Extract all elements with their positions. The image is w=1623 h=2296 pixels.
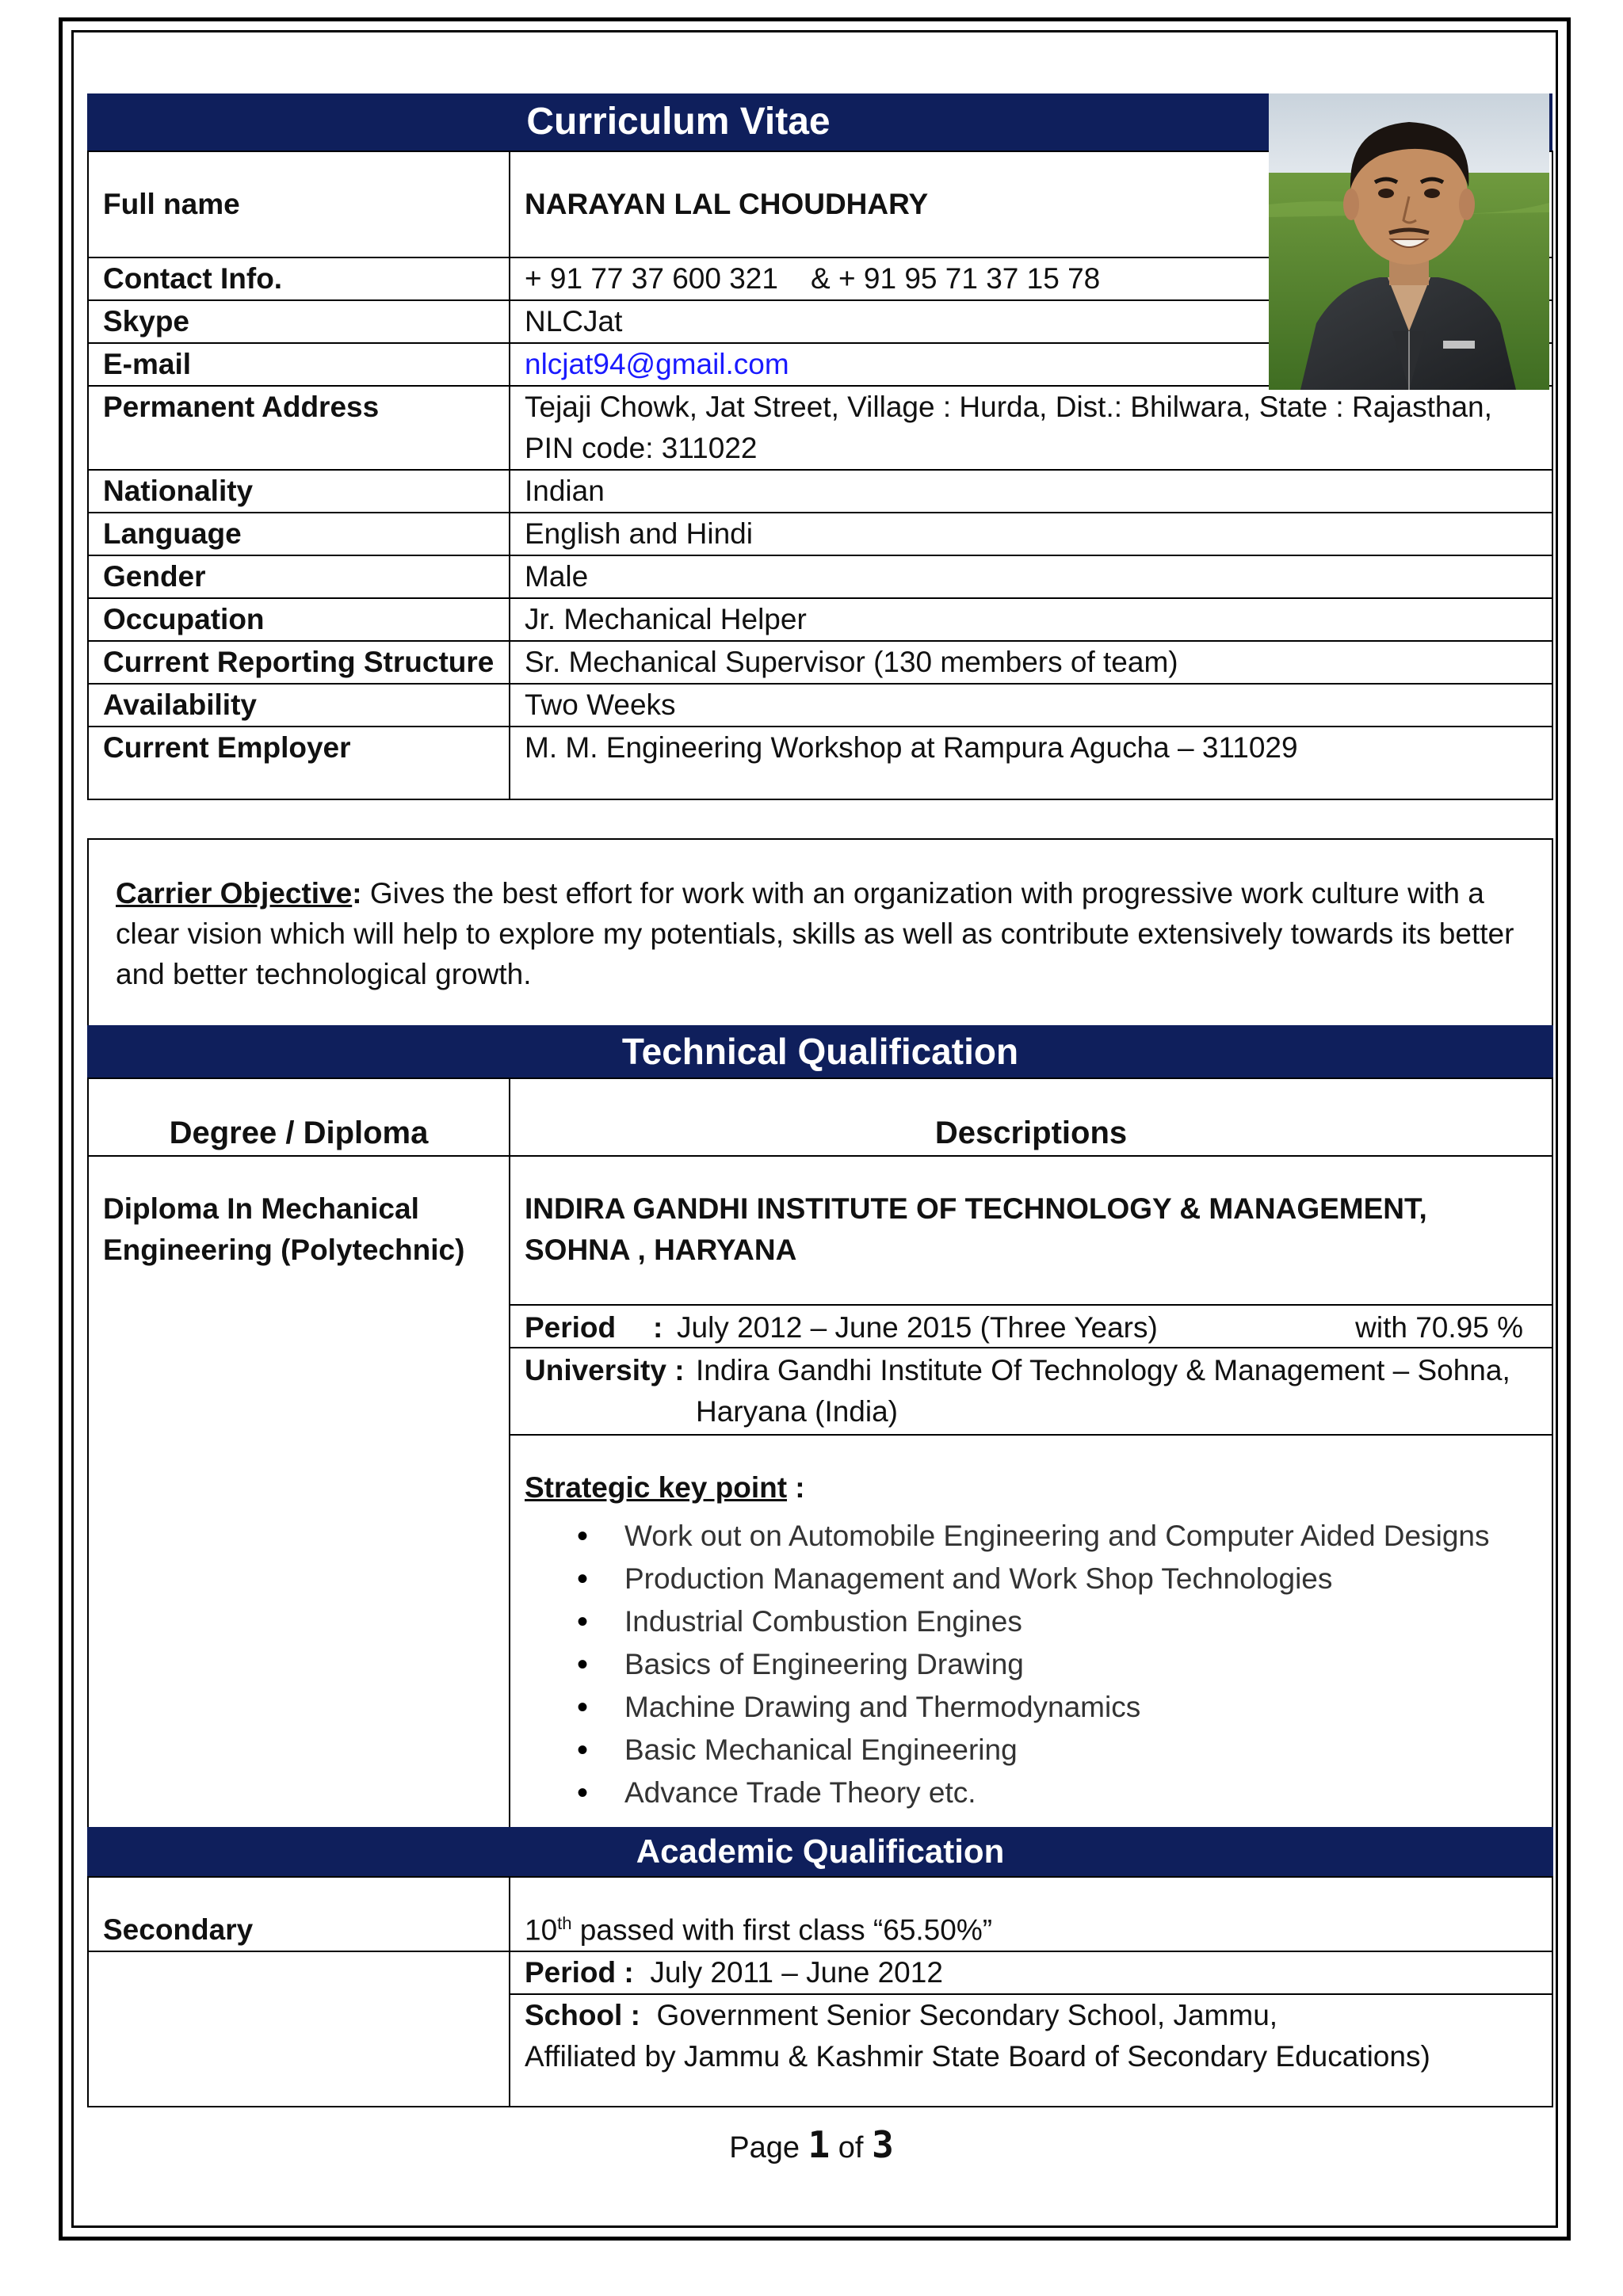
academic-period-label: Period : <box>525 1956 634 1989</box>
key-point-item: • Advance Trade Theory etc. <box>624 1772 1537 1814</box>
skype-label: Skype <box>88 300 510 343</box>
cv-title: Curriculum Vitae <box>526 101 831 143</box>
academic-period-row <box>88 1951 1552 1994</box>
academic-result <box>510 1877 1552 1951</box>
cv-title-bar <box>87 93 1270 151</box>
period-colon: : <box>653 1311 663 1344</box>
university-label: University : <box>525 1354 685 1386</box>
academic-result-row <box>88 1877 1552 1951</box>
email-label: E-mail <box>88 343 510 386</box>
objective-label: Carrier Objective <box>116 877 353 910</box>
nationality-value: Indian <box>510 470 1552 513</box>
descriptions-header: Descriptions <box>510 1078 1552 1156</box>
academic-level: Secondary <box>88 1877 510 1951</box>
page-word: Page <box>729 2131 800 2164</box>
objective-colon: : <box>352 877 362 910</box>
page-number: 1 <box>808 2123 831 2166</box>
key-point-item: • Machine Drawing and Thermodynamics <box>624 1686 1537 1729</box>
school-value: Government Senior Secondary School, Jammu, <box>656 1999 1278 2031</box>
row-occupation <box>88 598 1552 641</box>
academic-school <box>510 1994 1552 2107</box>
academic-title-bar <box>87 1827 1553 1876</box>
technical-table <box>87 1077 1553 1840</box>
percentage: with 70.95 % <box>1355 1311 1523 1344</box>
row-reporting <box>88 641 1552 684</box>
technical-title-bar <box>87 1025 1553 1077</box>
contact-label: Contact Info. <box>88 257 510 300</box>
address-line-1: Tejaji Chowk, Jat Street, Village : Hurda, Dist.: Bhilwara, State : Rajasthan, <box>525 391 1492 423</box>
row-employer <box>88 727 1552 799</box>
key-point-item: • Basics of Engineering Drawing <box>624 1643 1537 1686</box>
row-gender <box>88 555 1552 598</box>
profile-photo <box>1269 93 1549 390</box>
period-value: July 2012 – June 2015 (Three Years) <box>677 1311 1158 1344</box>
full-name-value: NARAYAN LAL CHOUDHARY <box>510 151 1552 257</box>
result-text: passed with first class “65.50%” <box>571 1913 993 1946</box>
key-point-item: • Production Management and Work Shop Technologies <box>624 1558 1537 1600</box>
academic-table <box>87 1876 1553 2107</box>
degree-header: Degree / Diploma <box>88 1078 510 1156</box>
row-address <box>88 386 1552 470</box>
school-label: School : <box>525 1999 640 2031</box>
academic-period-value: July 2011 – June 2012 <box>650 1956 943 1989</box>
email-link[interactable]: nlcjat94@gmail.com <box>510 343 1552 386</box>
university-row <box>510 1348 1552 1436</box>
key-point-item: • Industrial Combustion Engines <box>624 1600 1537 1643</box>
address-line-2: PIN code: 311022 <box>525 432 758 464</box>
academic-title: Academic Qualification <box>636 1833 1005 1870</box>
skype-value: NLCJat <box>510 300 1552 343</box>
address-label: Permanent Address <box>88 386 510 470</box>
language-value: English and Hindi <box>510 513 1552 555</box>
gender-label: Gender <box>88 555 510 598</box>
title-bar-edge <box>1549 93 1552 151</box>
objective-text: Gives the best effort for work with an organization with progressive work culture with a clear vision which will help to explore my potentials, skills as well as contribute extensively towards its better and better technological growth. <box>116 877 1514 990</box>
row-availability <box>88 684 1552 727</box>
language-label: Language <box>88 513 510 555</box>
technical-body-row <box>88 1156 1552 1839</box>
result-suffix: th <box>557 1913 572 1933</box>
academic-blank-cell <box>88 1951 510 2107</box>
page-total: 3 <box>872 2123 894 2166</box>
reporting-label: Current Reporting Structure <box>88 641 510 684</box>
institute-name: INDIRA GANDHI INSTITUTE OF TECHNOLOGY & MANAGEMENT, SOHNA , HARYANA <box>510 1157 1552 1306</box>
key-points-list <box>525 1515 1537 1814</box>
nationality-label: Nationality <box>88 470 510 513</box>
employer-value: M. M. Engineering Workshop at Rampura Agucha – 311029 <box>510 727 1552 799</box>
address-value <box>510 386 1552 470</box>
availability-value: Two Weeks <box>510 684 1552 727</box>
of-word: of <box>838 2131 864 2164</box>
objective-box <box>87 838 1553 1025</box>
employer-label: Current Employer <box>88 727 510 799</box>
period-label: Period <box>525 1311 617 1344</box>
technical-header-row <box>88 1078 1552 1156</box>
occupation-value: Jr. Mechanical Helper <box>510 598 1552 641</box>
page-footer <box>0 2123 1623 2166</box>
university-value: Indira Gandhi Institute Of Technology & Management – Sohna, Haryana (India) <box>696 1354 1510 1428</box>
degree-name: Diploma In Mechanical Engineering (Polytechnic) <box>88 1156 510 1839</box>
reporting-value: Sr. Mechanical Supervisor (130 members of team) <box>510 641 1552 684</box>
key-points-label: Strategic key point <box>525 1471 788 1504</box>
technical-description-cell <box>510 1156 1552 1839</box>
availability-label: Availability <box>88 684 510 727</box>
contact-value: + 91 77 37 600 321 & + 91 95 71 37 15 78 <box>510 257 1552 300</box>
period-row <box>510 1306 1552 1348</box>
gender-value: Male <box>510 555 1552 598</box>
full-name-label: Full name <box>88 151 510 257</box>
row-nationality <box>88 470 1552 513</box>
result-number: 10 <box>525 1913 558 1946</box>
row-language <box>88 513 1552 555</box>
key-points-colon: : <box>787 1471 805 1504</box>
occupation-label: Occupation <box>88 598 510 641</box>
school-affiliation: Affiliated by Jammu & Kashmir State Board of Secondary Educations) <box>525 2040 1430 2073</box>
academic-period <box>510 1951 1552 1994</box>
key-point-item: • Basic Mechanical Engineering <box>624 1729 1537 1772</box>
technical-title: Technical Qualification <box>621 1031 1019 1072</box>
key-points-block <box>510 1436 1552 1838</box>
key-point-item: • Work out on Automobile Engineering and Computer Aided Designs <box>624 1515 1537 1558</box>
